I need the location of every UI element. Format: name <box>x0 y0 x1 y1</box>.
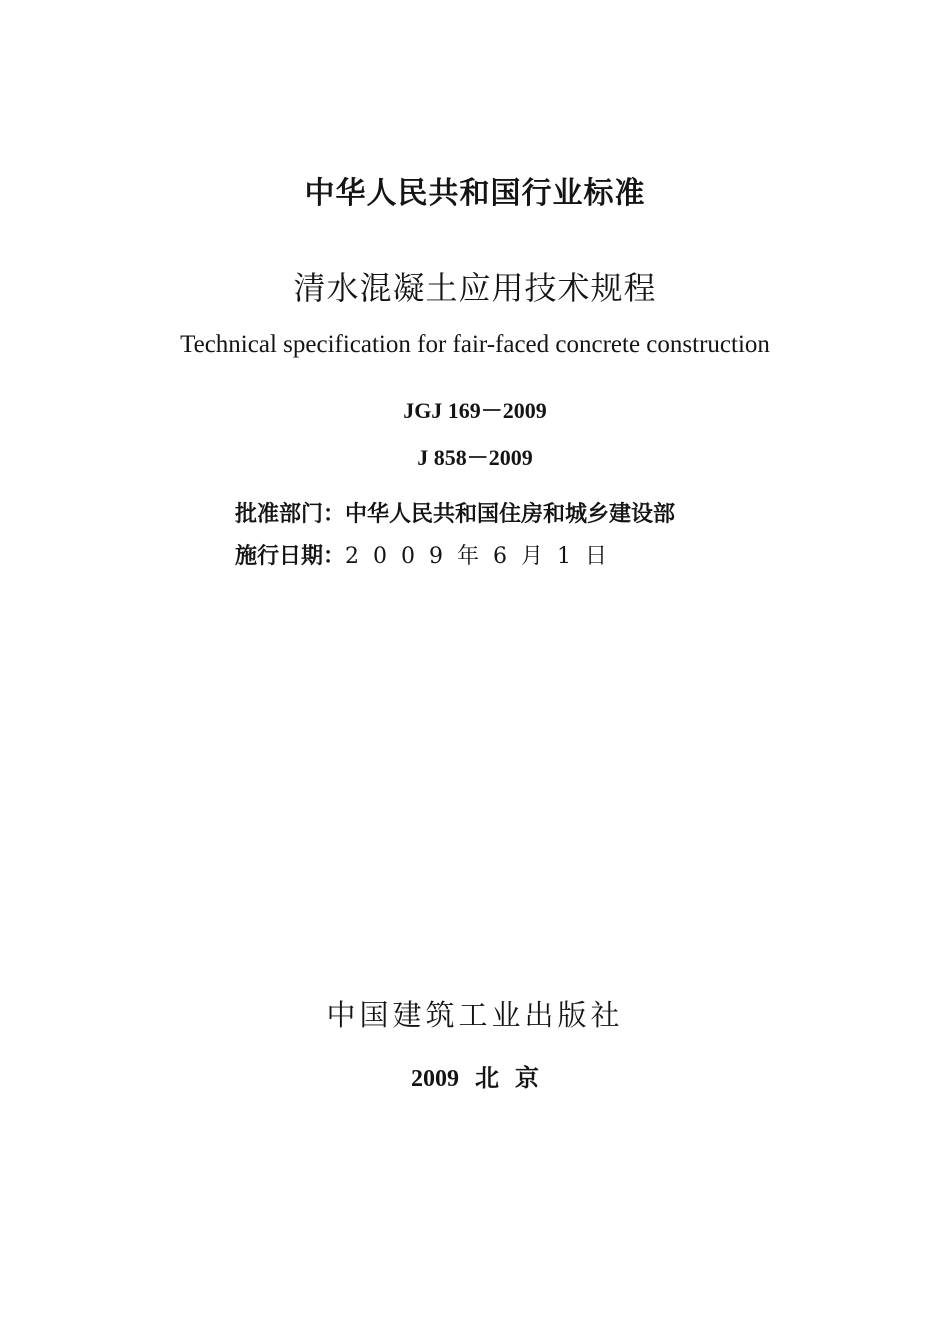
standard-code-j: J 858－2009 <box>417 445 533 470</box>
publication-year-place: 2009 北 京 <box>411 1066 539 1092</box>
approval-department <box>235 497 675 528</box>
document-title-english: Technical specification for fair-faced concrete construction <box>180 331 770 358</box>
document-title-chinese: 清水混凝土应用技术规程 <box>293 269 657 307</box>
effective-date <box>235 539 621 570</box>
publisher-name: 中国建筑工业出版社 <box>326 998 624 1032</box>
standard-issuer: 中华人民共和国行业标准 <box>304 176 646 211</box>
standard-code-jgj: JGJ 169－2009 <box>403 398 547 423</box>
effective-value: 2009年6月1日 <box>345 544 621 569</box>
effective-label: 施行日期： <box>235 544 346 569</box>
approval-value: 中华人民共和国住房和城乡建设部 <box>345 502 676 527</box>
approval-label: 批准部门： <box>235 502 346 527</box>
